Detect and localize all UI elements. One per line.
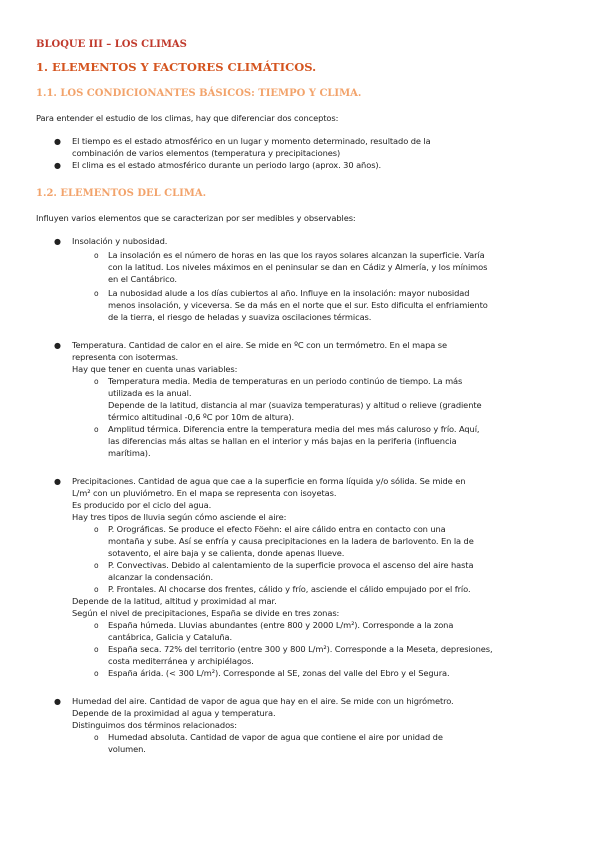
sub-bullet-icon: o: [94, 425, 99, 434]
paragraph-line: Según el nivel de precipitaciones, España se divide en tres zonas:: [72, 608, 340, 618]
paragraph-line: representa con isotermas.: [72, 352, 179, 362]
paragraph-line: Humedad absoluta. Cantidad de vapor de agua que contiene el aire por unidad de: [108, 732, 443, 742]
list-item-title: Humedad del aire. Cantidad de vapor de agua que hay en el aire. Se mide con un higrómetro.: [72, 696, 454, 706]
sub-bullet-icon: o: [94, 377, 99, 386]
sub-bullet-icon: o: [94, 645, 99, 654]
sub-bullet-icon: o: [94, 669, 99, 678]
paragraph-line: Hay tres tipos de lluvia según cómo asciende el aire:: [72, 512, 287, 522]
paragraph-line: Distinguimos dos términos relacionados:: [72, 720, 237, 730]
paragraph-line: P. Convectivas. Debido al calentamiento de la superficie provoca el ascenso del aire hasta: [108, 560, 474, 570]
paragraph-line: La insolación es el número de horas en las que los rayos solares alcanzan la superficie. Varía: [108, 250, 485, 260]
section-heading: 1. ELEMENTOS Y FACTORES CLIMÁTICOS.: [36, 60, 317, 74]
bullet-icon: ●: [54, 341, 61, 350]
paragraph-line: utilizada es la anual.: [108, 388, 192, 398]
bullet-icon: ●: [54, 697, 61, 706]
sub-bullet-icon: o: [94, 733, 99, 742]
bullet-icon: ●: [54, 237, 61, 246]
list-item-title: Insolación y nubosidad.: [72, 236, 168, 246]
paragraph-intro: Influyen varios elementos que se caracterizan por ser medibles y observables:: [36, 213, 356, 223]
paragraph-line: España árida. (< 300 L/m²). Corresponde al SE, zonas del valle del Ebro y el Segura.: [108, 668, 450, 678]
paragraph-line: El tiempo es el estado atmosférico en un lugar y momento determinado, resultado de la: [72, 136, 431, 146]
paragraph-line: España húmeda. Lluvias abundantes (entre 800 y 2000 L/m²). Corresponde a la zona: [108, 620, 454, 630]
sub-bullet-icon: o: [94, 251, 99, 260]
subsection-heading-tiempo-clima: 1.1. LOS CONDICIONANTES BÁSICOS: TIEMPO Y CLIMA.: [36, 88, 362, 99]
paragraph-line: España seca. 72% del territorio (entre 300 y 800 L/m²). Corresponde a la Meseta, depresiones,: [108, 644, 493, 654]
paragraph-line: combinación de varios elementos (temperatura y precipitaciones): [72, 148, 341, 158]
sub-bullet-icon: o: [94, 585, 99, 594]
sub-bullet-icon: o: [94, 561, 99, 570]
paragraph-line: La nubosidad alude a los días cubiertos al año. Influye en la insolación: mayor nubosidad: [108, 288, 470, 298]
paragraph-line: volumen.: [108, 744, 146, 754]
paragraph-line: alcanzar la condensación.: [108, 572, 214, 582]
paragraph-line: Amplitud térmica. Diferencia entre la temperatura media del mes más caluroso y frío. Aquí,: [108, 424, 480, 434]
paragraph-line: montaña y sube. Así se enfría y causa precipitaciones en la ladera de barlovento. En la de: [108, 536, 474, 546]
paragraph-line: cantábrica, Galicia y Cataluña.: [108, 632, 233, 642]
paragraph-line: Hay que tener en cuenta unas variables:: [72, 364, 238, 374]
paragraph-line: El clima es el estado atmosférico durante un periodo largo (aprox. 30 años).: [72, 160, 382, 170]
paragraph-line: P. Orográficas. Se produce el efecto Föehn: el aire cálido entra en contacto con una: [108, 524, 446, 534]
sub-bullet-icon: o: [94, 289, 99, 298]
sub-bullet-icon: o: [94, 621, 99, 630]
paragraph-line: sotavento, el aire baja y se calienta, donde apenas llueve.: [108, 548, 345, 558]
paragraph-line: Es producido por el ciclo del agua.: [72, 500, 212, 510]
paragraph-line: costa mediterránea y archipiélagos.: [108, 656, 254, 666]
subsection-heading-elementos: 1.2. ELEMENTOS DEL CLIMA.: [36, 188, 207, 199]
paragraph-line: térmico altitudinal -0,6 ºC por 10m de altura).: [108, 412, 295, 422]
paragraph-line: menos insolación, y viceversa. Se da más en el norte que el sur. Esto dificulta el enfriamiento: [108, 300, 488, 310]
paragraph-line: las diferencias más altas se hallan en el interior y más bajas en la periferia (influencia: [108, 436, 457, 446]
paragraph-line: P. Frontales. Al chocarse dos frentes, cálido y frío, asciende el cálido empujado por el frío.: [108, 584, 471, 594]
paragraph-line: en el Cantábrico.: [108, 274, 177, 284]
bullet-icon: ●: [54, 477, 61, 486]
paragraph-line: marítima).: [108, 448, 151, 458]
bullet-icon: ●: [54, 137, 61, 146]
paragraph-line: L/m² con un pluviómetro. En el mapa se representa con isoyetas.: [72, 488, 337, 498]
list-item-title: Precipitaciones. Cantidad de agua que cae a la superficie en forma líquida y/o sólida. Se mide en: [72, 476, 466, 486]
paragraph-line: de la tierra, el riesgo de heladas y suaviza oscilaciones térmicas.: [108, 312, 372, 322]
paragraph-line: Depende de la latitud, altitud y proximidad al mar.: [72, 596, 277, 606]
paragraph-line: con la latitud. Los niveles máximos en el peninsular se dan en Cádiz y Almería, y los mínimos: [108, 262, 488, 272]
paragraph-line: Depende de la proximidad al agua y temperatura.: [72, 708, 276, 718]
paragraph-line: Depende de la latitud, distancia al mar (suaviza temperaturas) y altitud o relieve (gradiente: [108, 400, 482, 410]
block-title: BLOQUE III – LOS CLIMAS: [36, 39, 187, 50]
bullet-icon: ●: [54, 161, 61, 170]
sub-bullet-icon: o: [94, 525, 99, 534]
paragraph-line: Temperatura media. Media de temperaturas en un periodo continúo de tiempo. La más: [108, 376, 463, 386]
list-item-title: Temperatura. Cantidad de calor en el aire. Se mide en ºC con un termómetro. En el mapa se: [72, 340, 448, 350]
paragraph-intro: Para entender el estudio de los climas, hay que diferenciar dos conceptos:: [36, 113, 339, 123]
